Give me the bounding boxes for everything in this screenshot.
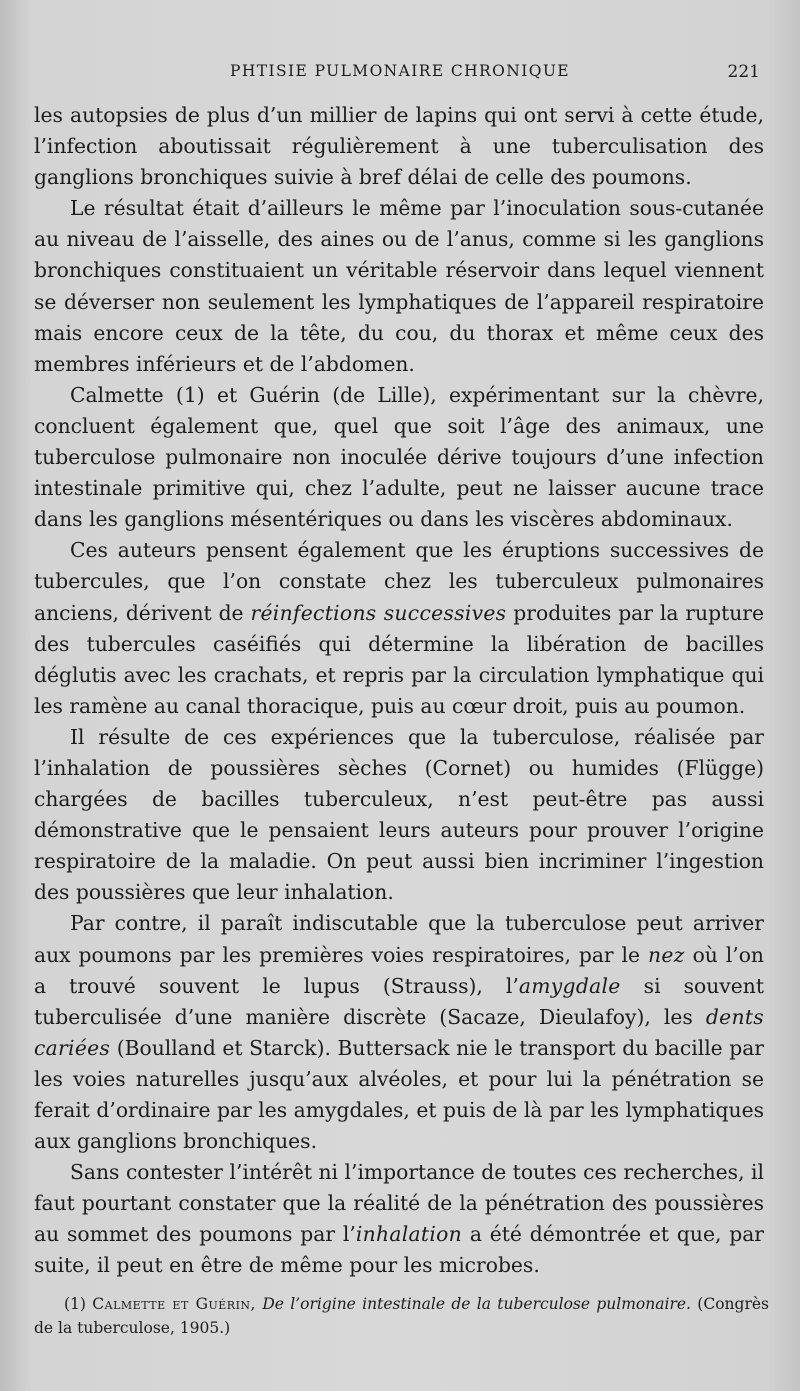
italic-phrase: réinfections successives — [250, 600, 507, 625]
footnote-line — [34, 1292, 769, 1340]
footnote-number: (1) — [64, 1295, 86, 1313]
footnote — [34, 1292, 769, 1340]
text-run: les autopsies de plus d’un millier de lapins qui ont servi à cette étude, l’infection aboutissait régulièrement à une tuberculisation des ganglions bronchiques suivie à bref délai de celle des poumons. — [34, 103, 764, 190]
text-run: (Boulland et Starck). Buttersack nie le transport du bacille par les voies naturelles jusqu’aux alvéoles, et pour lui la pénétration se ferait d’ordinaire par les amygdales, et puis de là par les lymphatiques aux ganglions bronchiques. — [34, 1035, 764, 1154]
text-run: Il résulte de ces expériences que la tuberculose, réalisée par l’inhalation de poussières sèches (Cornet) ou humides (Flügge) chargées de bacilles tuberculeux, n’est peut-être pas aussi démonstrative que le pensaient leurs auteurs pour prouver l’origine respiratoire de la maladie. On peut aussi bien incriminer l’ingestion des poussières que leur inhalation. — [34, 724, 764, 905]
page-header — [0, 62, 800, 86]
text-run: Calmette (1) et Guérin (de Lille), expérimentant sur la chèvre, concluent également que, quel que soit l’âge des animaux, une tuberculose pulmonaire non inoculée dérive toujours d’une infection intestinale primitive qui, chez l’adulte, peut ne laisser aucune trace dans les ganglions mésentériques ou dans les viscères abdominaux. — [34, 382, 764, 532]
italic-phrase: inhalation — [355, 1222, 463, 1247]
text-run: a été démontrée et que, par suite, il peut en être de même pour les microbes. — [34, 1222, 764, 1278]
page-number: 221 — [727, 62, 760, 82]
text-run: si souvent tuberculisée d’une manière discrète (Sacaze, Dieulafoy), les — [34, 973, 764, 1029]
paragraph — [34, 100, 764, 193]
text-run: où l’on a trouvé souvent le lupus (Strauss), l’ — [34, 942, 764, 998]
footnote-title: De l’origine intestinale de la tuberculose pulmonaire. — [262, 1295, 691, 1313]
italic-phrase: amygdale — [518, 973, 621, 998]
body-text — [34, 100, 764, 1282]
paragraph — [34, 380, 764, 535]
paragraph — [34, 908, 764, 1157]
paragraph — [34, 535, 764, 722]
paragraph — [34, 722, 764, 909]
text-run: Par contre, il paraît indiscutable que la tuberculose peut arriver aux poumons par les premières voies respiratoires, par le — [34, 911, 764, 967]
paragraph — [34, 1157, 764, 1281]
text-run: Ces auteurs pensent également que les éruptions successives de tubercules, que l’on constate chez les tuberculeux pulmonaires anciens, dérivent de — [34, 538, 764, 625]
italic-phrase: nez — [647, 942, 685, 967]
italic-phrase: dents cariées — [34, 1004, 764, 1060]
text-run: produites par la rupture des tubercules caséifiés qui détermine la libération de bacilles déglutis avec les crachats, et repris par la circulation lymphatique qui les ramène au canal thoracique, puis au cœur droit, puis au poumon. — [34, 600, 765, 718]
running-title: PHTISIE PULMONAIRE CHRONIQUE — [230, 62, 570, 80]
footnote-authors: Calmette et Guérin, — [92, 1295, 256, 1313]
text-run: Sans contester l’intérêt ni l’importance de toutes ces recherches, il faut pourtant constater que la réalité de la pénétration des poussières au sommet des poumons par l’ — [34, 1160, 764, 1247]
text-run: Le résultat était d’ailleurs le même par l’inoculation sous-cutanée au niveau de l’aisselle, des aines ou de l’anus, comme si les ganglions bronchiques constituaient un véritable réservoir dans lequel viennent se déverser non seulement les lymphatiques de l’appareil respiratoire mais encore ceux de la tête, du cou, du thorax et même ceux des membres inférieurs et de l’abdomen. — [34, 196, 764, 376]
footnote-source: (Congrès de la tuberculose, 1905.) — [34, 1295, 769, 1337]
paragraph — [34, 193, 764, 380]
